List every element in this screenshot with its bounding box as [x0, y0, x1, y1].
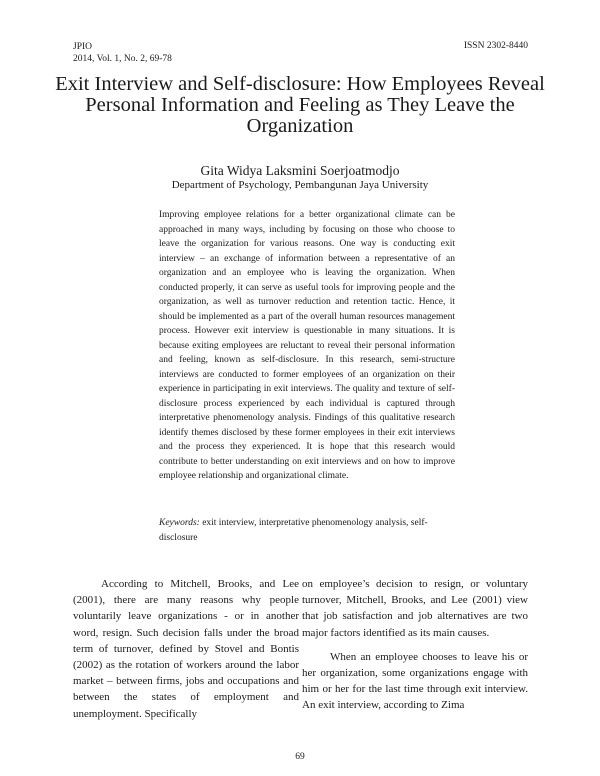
page-number: 69: [295, 752, 305, 762]
keywords: [159, 516, 455, 545]
running-header-left: [73, 41, 172, 65]
body-paragraph: When an employee chooses to leave his or her organization, some organizations engage with him or her for the last time through exit interview. An exit interview, according to Zima: [302, 650, 528, 712]
author-name: Gita Widya Laksmini Soerjoatmodjo: [200, 163, 400, 178]
paper-title: Exit Interview and Self-disclosure: How Employees Reveal Personal Information and Feeling as They Leave the Organization: [55, 73, 545, 137]
keywords-text: exit interview, interpretative phenomenology analysis, self-disclosure: [159, 518, 428, 543]
body-paragraph: According to Mitchell, Brooks, and Lee (2001), there are many reasons why people voluntarily leave organizations - or in another word, resign. Such decision falls under the broad term of turnover, defined by Stovel and Bontis (2002) as the rotation of workers around the labor market – between firms, jobs and occupations and between the states of employment and unemployment. Specifically: [73, 578, 299, 720]
body-column-right: [302, 576, 528, 714]
keywords-label: Keywords:: [159, 518, 200, 528]
author-affiliation: Department of Psychology, Pembangunan Jaya University: [171, 179, 429, 191]
body-paragraph: on employee’s decision to resign, or voluntary turnover, Mitchell, Brooks, and Lee (2001) view that job satisfaction and job alternatives are two major factors identified as its main causes.: [302, 578, 528, 639]
volume-info: 2014, Vol. 1, No. 2, 69-78: [73, 54, 172, 64]
issn-number: ISSN 2302-8440: [463, 41, 528, 51]
journal-name: JPIO: [73, 42, 93, 52]
body-column-left: [73, 576, 299, 722]
abstract: Improving employee relations for a better organizational climate can be approached in many ways, including by focusing on those who choose to leave the organization for various reasons. One way is conducting exit interview – an exchange of information between a representative of an organization and an employee who is leaving the organization. When conducted properly, it can serve as useful tools for improving people and the organization, as well as turnover reduction and retention tactic. Hence, it should be implemented as a part of the overall human resources management process. However exit interview is questionable in many situations. It is because exiting employees are reluctant to reveal their personal information and feeling, known as self-disclosure. In this research, semi-structure interviews are conducted to former employees of an organization on their experience in participating in exit interviews. The quality and texture of self-disclosure process experienced by each individual is captured through interpretative phenomenology analysis. Findings of this qualitative research identify themes disclosed by these former employees in their exit interviews and the process they experienced. It is hope that this research would contribute to better understanding on exit interviews and on how to improve employee relationship and organizational climate.: [159, 210, 455, 481]
